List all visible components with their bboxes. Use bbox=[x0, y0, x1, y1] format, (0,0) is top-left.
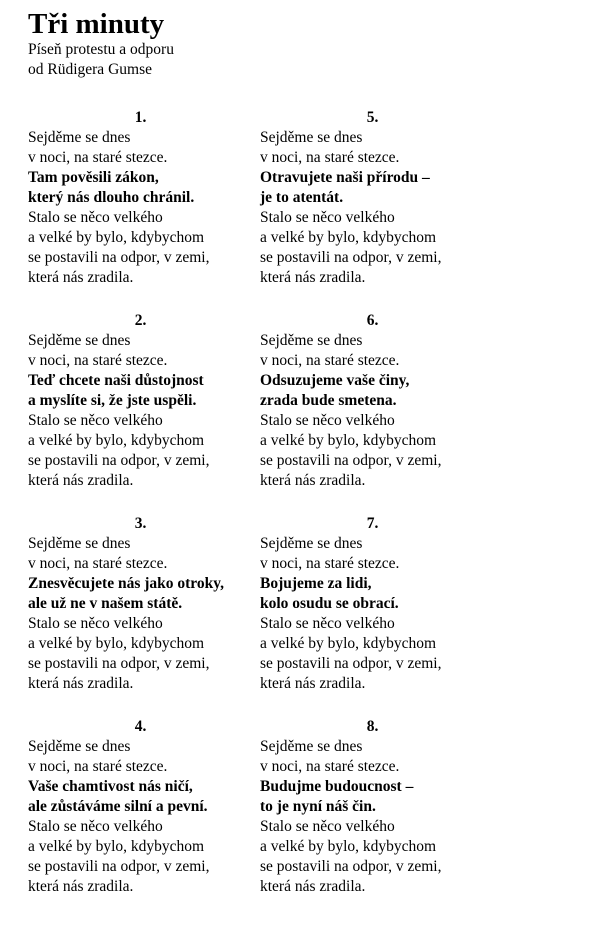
stanza-refrain-line: která nás zradila. bbox=[260, 269, 366, 286]
stanza-verse-line: který nás dlouho chránil. bbox=[28, 189, 195, 206]
stanza-refrain-line: Sejděme se dnes bbox=[28, 535, 131, 552]
stanza-refrain-line: Stalo se něco velkého bbox=[28, 412, 163, 429]
stanza-refrain-line: v noci, na staré stezce. bbox=[28, 555, 168, 572]
stanza-refrain-line: která nás zradila. bbox=[260, 878, 366, 895]
stanza-verse-line: a myslíte si, že jste uspěli. bbox=[28, 392, 197, 409]
stanza-refrain-line: která nás zradila. bbox=[28, 269, 134, 286]
stanza-8 bbox=[260, 717, 485, 897]
stanza-refrain-line: v noci, na staré stezce. bbox=[260, 555, 400, 572]
stanza-refrain-line: Stalo se něco velkého bbox=[260, 615, 395, 632]
stanza-refrain-line: a velké by bylo, kdybychom bbox=[260, 432, 437, 449]
stanza-number: 1. bbox=[134, 109, 147, 126]
stanza-number: 8. bbox=[366, 718, 379, 735]
stanza-refrain-line: a velké by bylo, kdybychom bbox=[260, 229, 437, 246]
stanza-verse-line: ale už ne v našem státě. bbox=[28, 595, 183, 612]
stanza-verse-line: Znesvěcujete nás jako otroky, bbox=[28, 575, 225, 592]
stanza-verse-line: zrada bude smetena. bbox=[260, 392, 397, 409]
stanza-refrain-line: Stalo se něco velkého bbox=[28, 209, 163, 226]
stanza-number: 2. bbox=[134, 312, 147, 329]
stanza-number: 5. bbox=[366, 109, 379, 126]
stanza-refrain-line: v noci, na staré stezce. bbox=[260, 352, 400, 369]
stanza-refrain-line: se postavili na odpor, v zemi, bbox=[260, 858, 442, 875]
stanza-refrain-line: se postavili na odpor, v zemi, bbox=[28, 858, 210, 875]
stanza-1 bbox=[28, 108, 253, 288]
stanza-refrain-line: která nás zradila. bbox=[260, 675, 366, 692]
stanza-refrain-line: se postavili na odpor, v zemi, bbox=[260, 452, 442, 469]
subtitle-line: od Rüdigera Gumse bbox=[28, 61, 152, 78]
stanza-verse-line: Vaše chamtivost nás ničí, bbox=[28, 778, 193, 795]
stanza-refrain-line: v noci, na staré stezce. bbox=[28, 352, 168, 369]
stanza-refrain-line: Sejděme se dnes bbox=[260, 332, 363, 349]
stanza-2 bbox=[28, 311, 253, 491]
stanza-number: 3. bbox=[134, 515, 147, 532]
stanza-verse-line: Teď chcete naši důstojnost bbox=[28, 372, 204, 389]
stanza-refrain-line: Sejděme se dnes bbox=[260, 738, 363, 755]
stanza-refrain-line: a velké by bylo, kdybychom bbox=[28, 229, 205, 246]
stanza-refrain-line: se postavili na odpor, v zemi, bbox=[28, 452, 210, 469]
stanza-refrain-line: Sejděme se dnes bbox=[28, 332, 131, 349]
stanza-refrain-line: Stalo se něco velkého bbox=[260, 818, 395, 835]
stanza-verse-line: Bojujeme za lidi, bbox=[260, 575, 372, 592]
stanza-refrain-line: která nás zradila. bbox=[28, 472, 134, 489]
stanza-4 bbox=[28, 717, 253, 897]
stanza-refrain-line: Sejděme se dnes bbox=[28, 738, 131, 755]
stanza-refrain-line: která nás zradila. bbox=[28, 878, 134, 895]
stanza-verse-line: to je nyní náš čin. bbox=[260, 798, 376, 815]
stanza-refrain-line: a velké by bylo, kdybychom bbox=[28, 432, 205, 449]
stanza-refrain-line: a velké by bylo, kdybychom bbox=[28, 635, 205, 652]
stanza-refrain-line: v noci, na staré stezce. bbox=[260, 149, 400, 166]
stanza-verse-line: je to atentát. bbox=[260, 189, 344, 206]
stanza-number: 4. bbox=[134, 718, 147, 735]
stanza-number: 6. bbox=[366, 312, 379, 329]
stanza-refrain-line: v noci, na staré stezce. bbox=[260, 758, 400, 775]
stanza-refrain-line: se postavili na odpor, v zemi, bbox=[28, 655, 210, 672]
stanza-3 bbox=[28, 514, 253, 694]
stanza-refrain-line: Sejděme se dnes bbox=[28, 129, 131, 146]
page-title: Tři minuty bbox=[28, 8, 165, 40]
stanza-refrain-line: která nás zradila. bbox=[260, 472, 366, 489]
stanza-verse-line: Tam pověsili zákon, bbox=[28, 169, 159, 186]
stanza-refrain-line: Stalo se něco velkého bbox=[28, 615, 163, 632]
stanza-refrain-line: Sejděme se dnes bbox=[260, 129, 363, 146]
stanza-refrain-line: která nás zradila. bbox=[28, 675, 134, 692]
stanza-refrain-line: se postavili na odpor, v zemi, bbox=[260, 249, 442, 266]
subtitle bbox=[28, 40, 174, 80]
stanza-verse-line: kolo osudu se obrací. bbox=[260, 595, 399, 612]
stanza-verse-line: Odsuzujeme vaše činy, bbox=[260, 372, 410, 389]
stanza-refrain-line: se postavili na odpor, v zemi, bbox=[28, 249, 210, 266]
stanza-refrain-line: a velké by bylo, kdybychom bbox=[260, 635, 437, 652]
stanza-refrain-line: a velké by bylo, kdybychom bbox=[260, 838, 437, 855]
stanza-refrain-line: se postavili na odpor, v zemi, bbox=[260, 655, 442, 672]
stanza-refrain-line: a velké by bylo, kdybychom bbox=[28, 838, 205, 855]
stanza-verse-line: Otravujete naši přírodu – bbox=[260, 169, 430, 186]
stanza-6 bbox=[260, 311, 485, 491]
stanza-number: 7. bbox=[366, 515, 379, 532]
stanza-refrain-line: Stalo se něco velkého bbox=[28, 818, 163, 835]
stanza-verse-line: ale zůstáváme silní a pevní. bbox=[28, 798, 208, 815]
subtitle-line: Píseň protestu a odporu bbox=[28, 41, 174, 58]
stanza-refrain-line: Stalo se něco velkého bbox=[260, 209, 395, 226]
stanza-refrain-line: v noci, na staré stezce. bbox=[28, 758, 168, 775]
stanza-refrain-line: v noci, na staré stezce. bbox=[28, 149, 168, 166]
stanza-7 bbox=[260, 514, 485, 694]
stanza-verse-line: Budujme budoucnost – bbox=[260, 778, 414, 795]
stanza-refrain-line: Stalo se něco velkého bbox=[260, 412, 395, 429]
stanza-5 bbox=[260, 108, 485, 288]
stanza-refrain-line: Sejděme se dnes bbox=[260, 535, 363, 552]
